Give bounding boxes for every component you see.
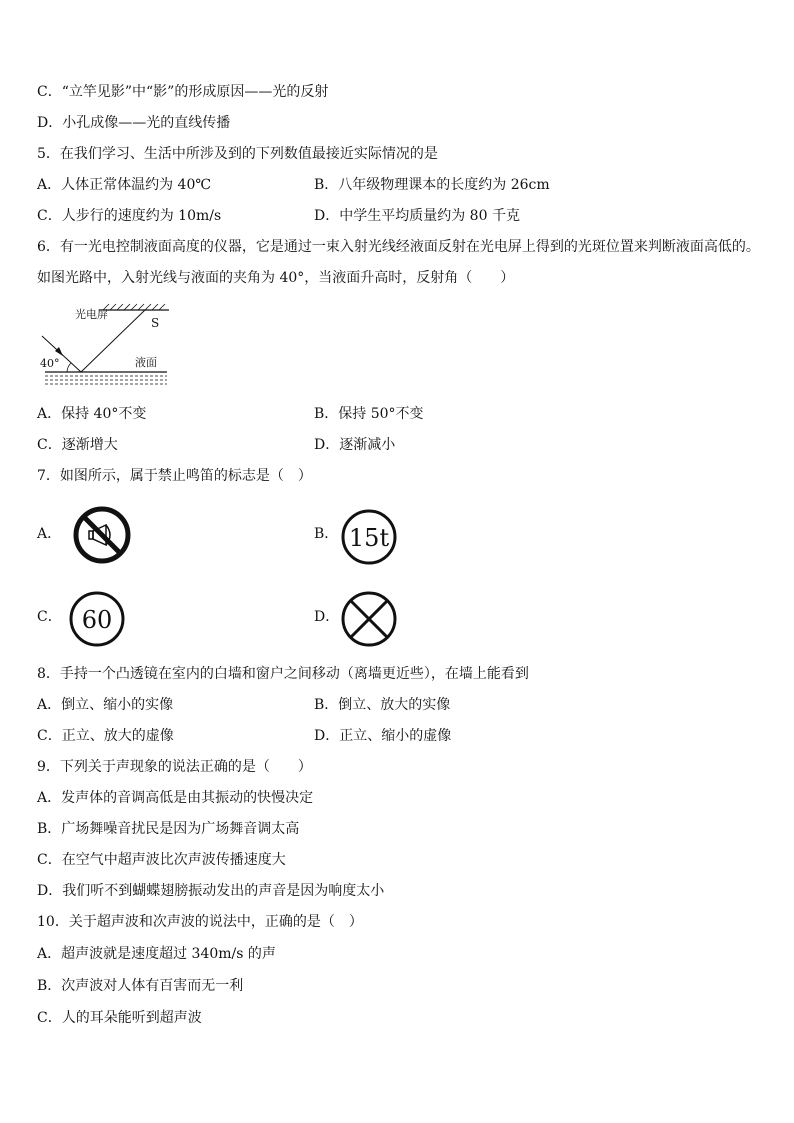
q5-option-b: B．八年级物理课本的长度约为 26cm xyxy=(314,177,550,193)
q7-option-d-label: D． xyxy=(314,609,340,625)
q4-option-d: D．小孔成像——光的直线传播 xyxy=(37,115,231,131)
q6-option-a: A．保持 40°不变 xyxy=(37,406,147,422)
spot-s-label: S xyxy=(151,316,160,330)
q7-option-b-label: B． xyxy=(314,526,339,542)
q9-option-b: B．广场舞噪音扰民是因为广场舞音调太高 xyxy=(37,821,300,837)
angle-label: 40° xyxy=(40,357,60,370)
q6-option-c: C．逐渐增大 xyxy=(37,437,118,453)
q6-optics-figure xyxy=(37,300,177,390)
incident-arrow xyxy=(55,347,63,356)
q7-stem: 7．如图所示，属于禁止鸣笛的标志是（ ） xyxy=(37,468,312,484)
no-horn-sign-icon xyxy=(72,505,132,565)
q5-option-a: A．人体正常体温约为 40℃ xyxy=(37,177,212,193)
q6-option-d: D．逐渐减小 xyxy=(314,437,396,453)
q7-option-a-label: A． xyxy=(37,526,62,542)
weight-limit-sign-icon xyxy=(339,507,399,567)
q9-stem: 9．下列关于声现象的说法正确的是（ ） xyxy=(37,759,312,775)
q4-option-c: C．“立竿见影”中“影”的形成原因——光的反射 xyxy=(37,84,329,100)
q8-option-d: D．正立、缩小的虚像 xyxy=(314,728,452,744)
no-stopping-sign-icon xyxy=(339,589,399,649)
q6-stem-line1: 6．有一光电控制液面高度的仪器，它是通过一束入射光线经液面反射在光电屏上得到的光斑位置来判断液面高低的。 xyxy=(37,239,760,255)
q8-option-b: B．倒立、放大的实像 xyxy=(314,697,451,713)
q8-option-a: A．倒立、缩小的实像 xyxy=(37,697,174,713)
q9-option-a: A．发声体的音调高低是由其振动的快慢决定 xyxy=(37,790,314,806)
speed-limit-text: 60 xyxy=(81,606,113,634)
q10-option-c: C．人的耳朵能听到超声波 xyxy=(37,1010,202,1026)
q5-option-c: C．人步行的速度约为 10m/s xyxy=(37,208,222,224)
liquid-dashes xyxy=(45,376,167,384)
q8-option-c: C．正立、放大的虚像 xyxy=(37,728,174,744)
q9-option-d: D．我们听不到蝴蝶翅膀振动发出的声音是因为响度太小 xyxy=(37,883,385,899)
angle-arc xyxy=(67,363,71,372)
liquid-label: 液面 xyxy=(135,356,157,369)
q9-option-c: C．在空气中超声波比次声波传播速度大 xyxy=(37,852,286,868)
q5-option-d: D．中学生平均质量约为 80 千克 xyxy=(314,208,520,224)
screen-label: 光电屏 xyxy=(75,308,108,321)
screen-hatching xyxy=(103,304,165,310)
q6-option-b: B．保持 50°不变 xyxy=(314,406,424,422)
q8-stem: 8．手持一个凸透镜在室内的白墙和窗户之间移动（离墙更近些），在墙上能看到 xyxy=(37,666,529,682)
q10-option-b: B．次声波对人体有百害而无一利 xyxy=(37,978,244,994)
q7-option-c-label: C． xyxy=(37,609,62,625)
q5-stem: 5．在我们学习、生活中所涉及到的下列数值最接近实际情况的是 xyxy=(37,146,438,162)
q6-stem-line2: 如图光路中，入射光线与液面的夹角为 40°，当液面升高时，反射角（ ） xyxy=(37,270,515,286)
q10-stem: 10．关于超声波和次声波的说法中，正确的是（ ） xyxy=(37,914,363,930)
weight-limit-text: 15t xyxy=(348,524,390,552)
speed-limit-sign-icon xyxy=(67,589,127,649)
q10-option-a: A．超声波就是速度超过 340m/s 的声 xyxy=(37,946,276,962)
